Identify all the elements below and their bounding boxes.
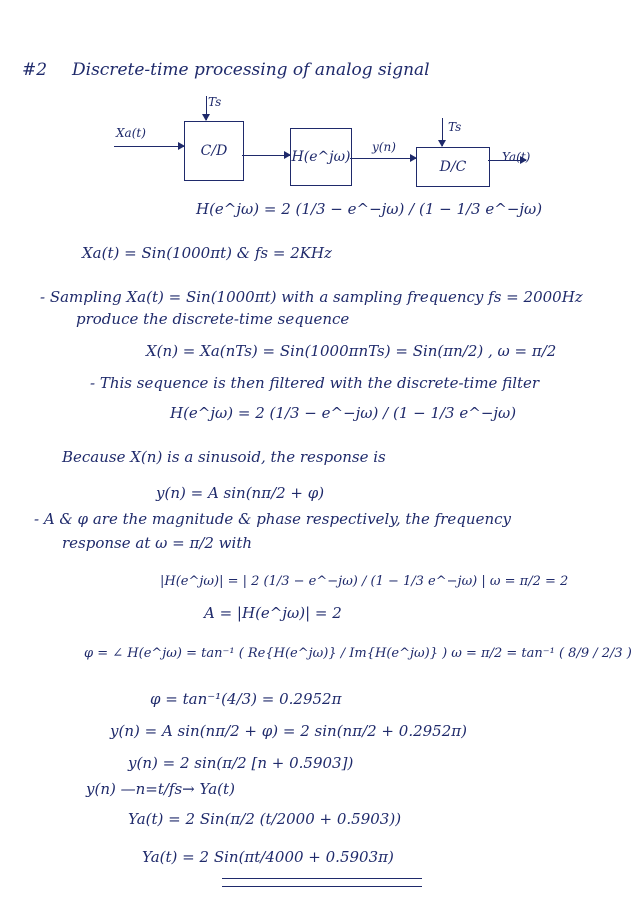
sampling-text-2: produce the discrete-time sequence (76, 310, 350, 328)
phase-eq-1: φ = ∠ H(e^jω) = tan⁻¹ ( Re{H(e^jω)} / Im{H(e^jω)} ) ω = π/2 = tan⁻¹ ( 8/9 / 2/3 ) (84, 646, 632, 661)
input-signal-label: Xa(t) (116, 126, 146, 140)
phase-eq-2: φ = tan⁻¹(4/3) = 0.2952π (150, 690, 342, 708)
sequence-eq: X(n) = Xa(nTs) = Sin(1000πnTs) = Sin(πn/2) , ω = π/2 (146, 342, 557, 360)
mag-phase-text-2: response at ω = π/2 with (62, 534, 253, 552)
output-analog-eq-2: Ya(t) = 2 Sin(πt/4000 + 0.5903π) (142, 848, 394, 866)
amplitude-eq: A = |H(e^jω)| = 2 (204, 604, 342, 622)
output-analog-eq-1: Ya(t) = 2 Sin(π/2 (t/2000 + 0.5903)) (128, 810, 402, 828)
ts-label-2: Ts (448, 120, 462, 134)
sampling-text-1: - Sampling Xa(t) = Sin(1000πt) with a sampling frequency fs = 2000Hz (40, 288, 583, 306)
ts-arrow-1 (206, 96, 207, 120)
filter-eq-1: H(e^jω) = 2 (1/3 − e^−jω) / (1 − 1/3 e^−jω) (196, 200, 543, 218)
ts-label-1: Ts (208, 95, 222, 109)
input-signal-eq: Xa(t) = Sin(1000πt) & fs = 2KHz (82, 244, 332, 262)
mag-phase-text-1: - A & φ are the magnitude & phase respectively, the frequency (34, 510, 511, 528)
sinusoid-text: Because X(n) is a sinusoid, the response is (62, 448, 386, 466)
cd-block: C/D (184, 121, 244, 181)
page-title: Discrete-time processing of analog signal (72, 60, 430, 80)
conversion-eq: y(n) —n=t/fs→ Ya(t) (86, 780, 235, 798)
response-eq: y(n) = A sin(nπ/2 + φ) (156, 484, 325, 502)
output-signal-label: Ya(t) (502, 150, 531, 164)
output-seq-eq-2: y(n) = 2 sin(π/2 [n + 0.5903]) (128, 754, 354, 772)
final-answer-underline (222, 878, 422, 887)
input-wire (114, 146, 184, 147)
filter-eq-2: H(e^jω) = 2 (1/3 − e^−jω) / (1 − 1/3 e^−jω) (170, 404, 517, 422)
problem-number: #2 (22, 60, 48, 80)
dc-block: D/C (416, 147, 490, 187)
output-seq-eq-1: y(n) = A sin(nπ/2 + φ) = 2 sin(nπ/2 + 0.2952π) (110, 722, 467, 740)
magnitude-eq: |H(e^jω)| = | 2 (1/3 − e^−jω) / (1 − 1/3 e^−jω) | ω = π/2 = 2 (160, 574, 569, 589)
h-to-dc-wire (350, 158, 416, 159)
cd-to-h-wire (242, 155, 290, 156)
yn-label: y(n) (372, 140, 396, 154)
filter-text: - This sequence is then filtered with the discrete-time filter (90, 374, 540, 392)
ts-arrow-2 (442, 118, 443, 146)
h-block: H(e^jω) (290, 128, 352, 186)
